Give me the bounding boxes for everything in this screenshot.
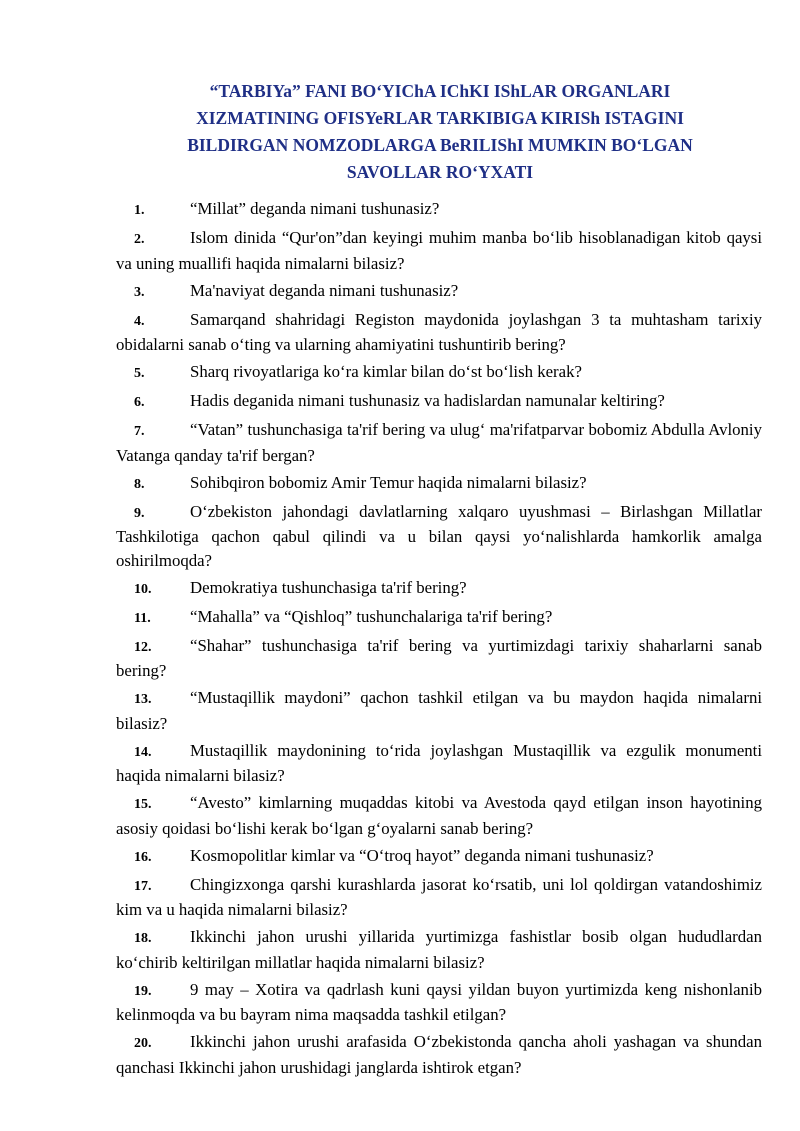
question-number: 3. xyxy=(134,284,145,300)
question-text: Islom dinida “Qur'on”dan keyingi muhim manba bo‘lib hisoblanadigan kitob qaysi va uning muallifi haqida nimalarni bilasiz? xyxy=(116,228,762,273)
question-number: 10. xyxy=(134,581,152,597)
question-item xyxy=(116,576,762,602)
document-title xyxy=(110,78,770,186)
title-line-3: BILDIRGAN NOMZODLARGA BeRILIShI MUMKIN BO‘LGAN xyxy=(187,135,693,155)
question-item xyxy=(116,471,762,497)
question-item xyxy=(116,197,762,223)
question-text: 9 may – Xotira va qadrlash kuni qaysi yildan buyon yurtimizda keng nishonlanib kelinmoqda va bu bayram nima maqsadda tashkil etilgan? xyxy=(116,979,762,1024)
question-item xyxy=(116,844,762,870)
question-item xyxy=(116,389,762,415)
question-number: 7. xyxy=(134,424,145,439)
question-number: 15. xyxy=(134,797,152,812)
question-item xyxy=(116,226,762,275)
question-item xyxy=(116,279,762,305)
question-number: 1. xyxy=(134,203,145,218)
question-item xyxy=(116,308,762,357)
question-text: Mustaqillik maydonining to‘rida joylashgan Mustaqillik va ezgulik monumenti haqida nimalarni bilasiz? xyxy=(116,740,762,785)
question-text: Kosmopolitlar kimlar va “O‘troq hayot” deganda nimani tushunasiz? xyxy=(190,845,654,865)
question-text: Ikkinchi jahon urushi yillarida yurtimizga fashistlar bosib olgan hududlardan ko‘chirib keltirilgan millatlar haqida nimalarni bilasiz? xyxy=(116,927,762,972)
question-item xyxy=(116,873,762,922)
question-number: 16. xyxy=(134,849,152,865)
question-item xyxy=(116,500,762,573)
question-text: Sohibqiron bobomiz Amir Temur haqida nimalarni bilasiz? xyxy=(190,472,587,492)
question-number: 6. xyxy=(134,395,145,410)
question-text: Sharq rivoyatlariga ko‘ra kimlar bilan do‘st bo‘lish kerak? xyxy=(190,362,582,381)
question-item xyxy=(116,739,762,788)
question-item xyxy=(116,418,762,467)
question-number: 11. xyxy=(134,610,151,626)
question-text: Chingizxonga qarshi kurashlarda jasorat ko‘rsatib, uni lol qoldirgan vatandoshimiz kim va u haqida nimalarni bilasiz? xyxy=(116,874,762,919)
question-number: 2. xyxy=(134,232,145,247)
question-text: “Avesto” kimlarning muqaddas kitobi va Avestoda qayd etilgan inson hayotining asosiy qoidasi bo‘lishi kerak bo‘lgan g‘oyalarni sanab bering? xyxy=(116,793,762,838)
question-number: 13. xyxy=(134,692,152,707)
question-item xyxy=(116,634,762,683)
question-number: 20. xyxy=(134,1036,152,1051)
question-number: 4. xyxy=(134,313,145,329)
question-text: Demokratiya tushunchasiga ta'rif bering? xyxy=(190,577,467,597)
question-text: Samarqand shahridagi Registon maydonida joylashgan 3 ta muhtasham tarixiy obidalarni sanab o‘ting va ularning ahamiyatini tushuntirib bering? xyxy=(116,309,762,354)
question-number: 8. xyxy=(134,476,145,492)
question-number: 19. xyxy=(134,983,152,999)
question-number: 12. xyxy=(134,639,152,655)
question-item xyxy=(116,925,762,974)
title-line-4: SAVOLLAR RO‘YXATI xyxy=(346,162,534,182)
question-item xyxy=(116,360,762,386)
question-text: “Shahar” tushunchasiga ta'rif bering va yurtimizdagi tarixiy shaharlarni sanab bering? xyxy=(116,635,762,680)
question-number: 17. xyxy=(134,878,152,894)
question-item xyxy=(116,791,762,840)
question-item xyxy=(116,605,762,631)
question-text: Hadis deganida nimani tushunasiz va hadislardan namunalar keltiring? xyxy=(190,391,665,410)
question-text: Ma'naviyat deganda nimani tushunasiz? xyxy=(190,280,459,300)
question-item xyxy=(116,1030,762,1079)
question-number: 5. xyxy=(134,366,145,381)
question-item xyxy=(116,686,762,735)
question-number: 9. xyxy=(134,505,145,521)
question-text: “Mustaqillik maydoni” qachon tashkil etilgan va bu maydon haqida nimalarni bilasiz? xyxy=(116,688,762,733)
question-list xyxy=(116,197,762,1083)
title-line-1: “TARBIYa” FANI BO‘YIChA IChKI IShLAR ORGANLARI xyxy=(209,81,671,101)
question-text: “Vatan” tushunchasiga ta'rif bering va ulug‘ ma'rifatparvar bobomiz Abdulla Avloniy Vatanga qanday ta'rif bergan? xyxy=(116,420,762,465)
question-number: 18. xyxy=(134,931,152,946)
question-text: “Mahalla” va “Qishloq” tushunchalariga ta'rif bering? xyxy=(190,606,553,626)
question-number: 14. xyxy=(134,744,152,760)
question-text: “Millat” deganda nimani tushunasiz? xyxy=(190,199,440,218)
question-item xyxy=(116,978,762,1027)
title-line-2: XIZMATINING OFISYeRLAR TARKIBIGA KIRISh ISTAGINI xyxy=(196,108,684,128)
question-text: Ikkinchi jahon urushi arafasida O‘zbekistonda qancha aholi yashagan va shundan qanchasi Ikkinchi jahon urushidagi janglarda ishtirok etgan? xyxy=(116,1032,762,1077)
question-text: O‘zbekiston jahondagi davlatlarning xalqaro uyushmasi – Birlashgan Millatlar Tashkilotiga qachon qabul qilindi va u bilan qaysi yo‘nalishlarda hamkorlik amalga oshirilmoqda? xyxy=(116,501,762,570)
